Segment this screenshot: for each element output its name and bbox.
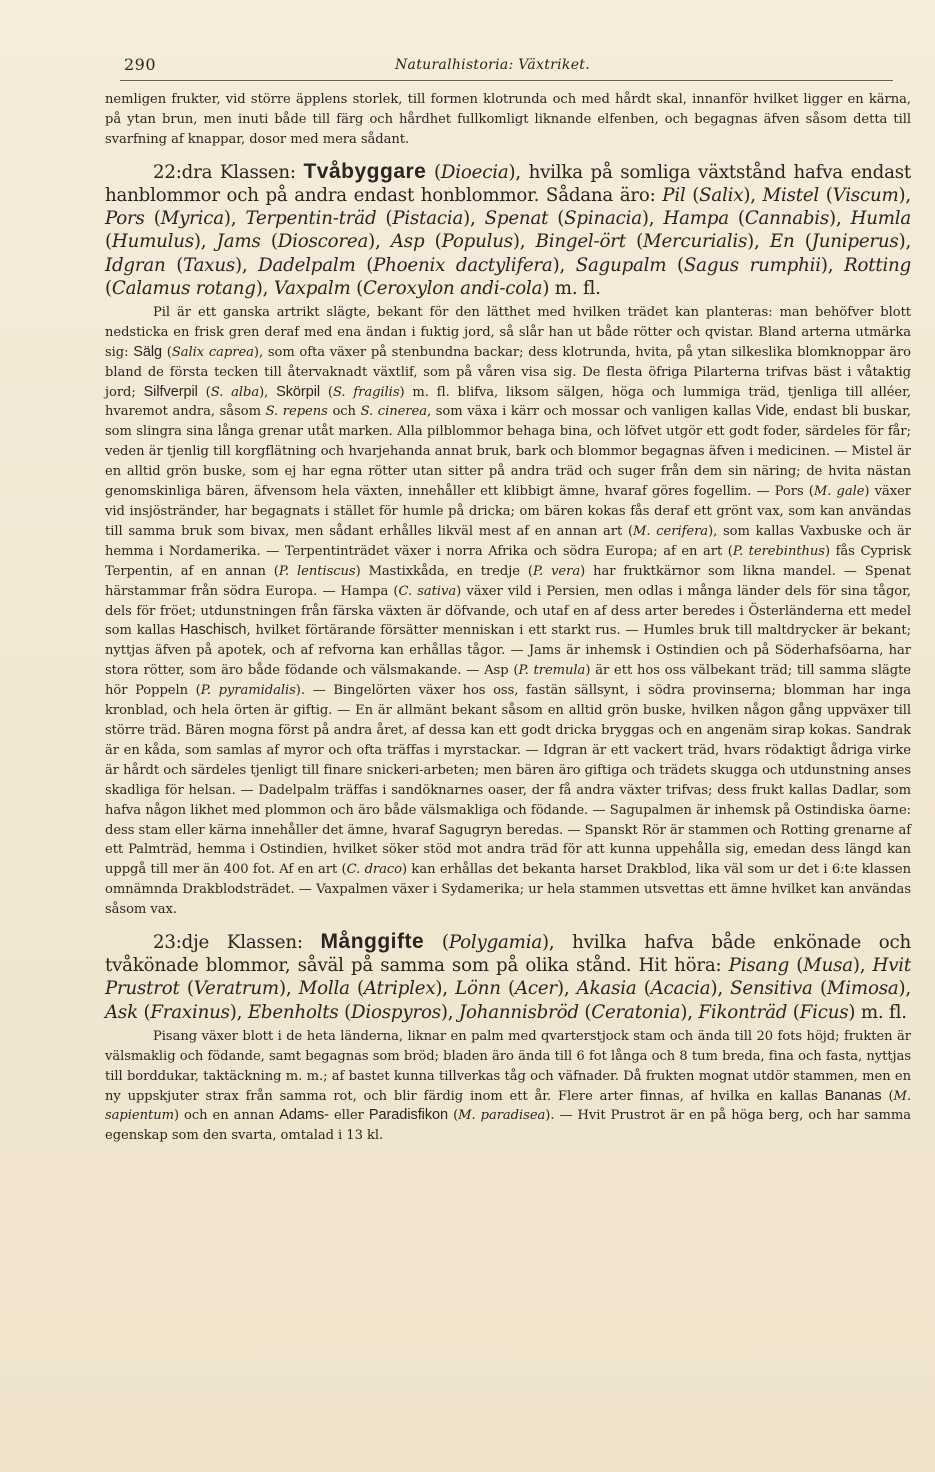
text-run: Pil är ett ganska artrikt slägte, bekant för den lätthet med hvilken trädet kan planteras: man behöfver blott nedsticka en frisk gren deraf med ena ändan i fuktig jord, så slår han ut både rötter och qvistar. Bland arterna utmärka sig:: [105, 304, 911, 360]
latin-name: Veratrum: [193, 978, 279, 1000]
text-run: (: [105, 231, 112, 253]
text-run: ). — Bingelörten växer hos oss, fastän sällsynt, i södra provinserna; blomman har inga kronblad, och hela örten är giftig. — En är allmänt bekant såsom en alltid grön buske, hvilken någon gång uppväxer till större träd. Bären mogna först på andra året, af dessa kan ett godt dricka bryggas och en angenäm sirap kokas. Sandrak är en kåda, som samlas af myror och ofta träffas i myrstackar. — Idgran är ett vackert träd, hvars rödaktigt ådriga virke är hårdt och särdeles tjenligt till finare snickeri-arbeten; men bären äro giftiga och trädets skugga och utdunstning anses skadliga för helsan. — Dadelpalm träffas i sandöknarnes oaser, der få andra växter trifvas; dess frukt kallas Dadlar, som hafva någon likhet med plommon och äro både välsmakliga och födande. — Sagupalmen är inhemsk på Ostindiska öarne: dess stam eller kärna innehåller det ämne, hvaraf Sagugryn beredas. — Spanskt Rör är stammen och Rotting grenarne af ett Palmträd, hemma i Ostindien, hvilket söker stöd mot andra träd för att kunna uppehålla sig, emedan dess längd kan uppgå till mer än 400 fot. Af en art (: [105, 683, 911, 878]
latin-name: S. repens: [265, 404, 328, 420]
latin-name: M. paradisea: [458, 1108, 546, 1124]
latin-name: C. draco: [346, 862, 402, 878]
text-run: (: [728, 208, 745, 230]
latin-name: Idgran: [105, 254, 166, 276]
class-22-description: [105, 303, 911, 920]
plant-name-highlight: Vide: [755, 403, 785, 420]
text-run: ) fås Cyprisk Terpentin, af en annan (: [105, 543, 911, 579]
text-run: ),: [829, 208, 851, 230]
latin-name: Jams: [216, 231, 261, 253]
plant-name-highlight: Bananas: [824, 1087, 882, 1104]
class-23-description: [105, 1027, 911, 1146]
text-run: (: [426, 161, 441, 183]
latin-name: Asp: [390, 231, 425, 253]
page-header: [120, 54, 893, 81]
latin-name: Akasia: [576, 978, 637, 1000]
text-run: ) m. fl.: [848, 1001, 907, 1023]
latin-name: En: [769, 231, 795, 253]
paragraph-continuation: nemligen frukter, vid större äpplens storlek, till formen klotrunda och med hårdt skal, innanför hvilket ligger en kärna, på ytan brun, men inuti både till färg och hårdhet fullkomligt liknande elfenben, och begagnas äfven såsom detta till svarfning af knappar, dosor med mera sådant.: [105, 92, 911, 147]
text-run: ),: [743, 184, 763, 206]
latin-name: M. sapientum: [105, 1088, 912, 1124]
latin-name: Acer: [514, 978, 557, 1000]
running-title: Naturalhistoria: Växtriket.: [395, 57, 590, 73]
latin-name: Myrica: [160, 208, 224, 230]
latin-name: Polygamia: [448, 932, 542, 954]
latin-name: Cannabis: [744, 208, 830, 230]
latin-name: Humulus: [111, 231, 194, 253]
text-run: (: [424, 231, 442, 253]
latin-name: Spinacia: [564, 208, 642, 230]
latin-name: Dadelpalm: [258, 254, 356, 276]
text-run: (: [500, 978, 515, 1000]
latin-name: S. cinerea: [360, 404, 427, 420]
latin-name: Pistacia: [392, 208, 464, 230]
latin-name: Vaxpalm: [273, 277, 351, 299]
plant-name-highlight: Silfverpil: [143, 383, 198, 400]
latin-name: M. cerifera: [633, 523, 709, 539]
page-number: 290: [124, 55, 157, 74]
text-run: ), som kallas Vaxbuske och är hemma i Nordamerika. — Terpentinträdet växer i norra Afrika och södra Europa; af en art (: [105, 523, 912, 559]
latin-name: Spenat: [484, 208, 549, 230]
text-run: ) m. fl. blifva, liksom sälgen, höga och lummiga träd, tjenliga till alléer, hvaremot andra, såsom: [105, 384, 912, 420]
text-run: (: [165, 254, 184, 276]
latin-name: P. terebinthus: [732, 543, 825, 559]
latin-name: Acacia: [650, 978, 711, 1000]
text-run: ),: [512, 231, 536, 253]
latin-name: Salix: [699, 184, 744, 206]
text-run: ), hvilka hafva både enkönade och tvåkönade blommor, såväl på samma som på olika stånd. Hit höra:: [105, 932, 911, 977]
plant-name-highlight: Haschisch: [180, 622, 247, 639]
text-run: ),: [193, 231, 217, 253]
latin-name: Calamus rotang: [111, 277, 256, 299]
latin-name: Johannisbröd: [458, 1001, 579, 1023]
text-run: (: [137, 1001, 151, 1023]
text-run: eller: [328, 1108, 369, 1124]
text-run: (: [260, 231, 278, 253]
latin-name: Populus: [441, 231, 513, 253]
text-run: ),: [255, 277, 274, 299]
text-run: (: [320, 384, 333, 400]
class-23-intro: [105, 930, 911, 1024]
text-run: ),: [898, 231, 912, 253]
plant-name-highlight: Paradisfikon: [368, 1107, 449, 1124]
latin-name: Lönn: [455, 978, 501, 1000]
text-run: (: [636, 978, 651, 1000]
plant-name-highlight: Adams-: [279, 1107, 329, 1124]
latin-name: Ebenholts: [247, 1001, 339, 1023]
latin-name: Ask: [105, 1001, 138, 1023]
latin-name: Bingel-ört: [535, 231, 626, 253]
class-22-name: Tvåbyggare: [303, 159, 427, 183]
latin-name: Dioscorea: [277, 231, 369, 253]
latin-name: Phoenix dactylifera: [373, 254, 553, 276]
plant-name-highlight: Skörpil: [276, 383, 321, 400]
text-run: ),: [820, 254, 844, 276]
text-run: ) är ett hos oss välbekant träd; till samma slägte hör Poppeln (: [105, 663, 911, 699]
latin-name: Diospyros: [351, 1001, 441, 1023]
text-run: (: [350, 277, 364, 299]
text-run: , endast bli buskar, som slingra sina långa grenar utåt marken. Alla pilblommor behaga bina, och löfvet utgör ett godt foder, särdeles för får; veden är tjenlig till korgflätning och hvarjehanda annat bruk, bark och blommor begagnas äfven i medicinen. — Mistel är en alltid grön buske, som ej har egna rötter utan sitter på andra träd och suger från dem sin näring; de hvita nästan genomskinliga bären, äfvensom hela växten, innehåller ett klibbigt ämne, hvaraf göres fogellim. — Pors (: [105, 404, 912, 500]
text-run: Pisang växer blott i de heta länderna, liknar en palm med qvarterstjock stam och ända till 20 fots höjd; frukten är välsmaklig och födande, samt begagnas som bröd; bladen äro ända till 6 fot långa och 8 tum breda, fina och fasta, nyttjas till borddukar, taktäckning m. m.; af bastet kunna tillverkas tåg och väfnader. Då frukten mognat utdör stammen, men en ny uppskjuter strax från samma rot, och blir färdig inom ett år. Flere arter finnas, af hvilka en kallas: [105, 1028, 911, 1104]
latin-name: Mimosa: [826, 978, 899, 1000]
text-run: ),: [223, 208, 246, 230]
text-run: ),: [898, 978, 911, 1000]
text-run: ),: [229, 1001, 248, 1023]
text-run: ),: [552, 254, 576, 276]
latin-name: Viscum: [832, 184, 899, 206]
text-run: och: [327, 404, 361, 420]
latin-name: Pil: [662, 184, 686, 206]
text-run: (: [197, 384, 211, 400]
text-run: (: [666, 254, 684, 276]
latin-name: Hvit Prustrot: [105, 955, 911, 1000]
text-run: ) växer vid insjöstränder, har begagnats i stället för humle på dricka; om bären kokas fås deraf ett grönt vax, som kan användas till samma bruk som bivax, men sådant erhålles likväl mest af en annan art (: [105, 484, 911, 539]
latin-name: Salix caprea: [171, 344, 254, 360]
latin-name: Dioecia: [440, 161, 509, 183]
latin-name: Mercurialis: [643, 231, 748, 253]
latin-name: Pors: [105, 208, 145, 230]
page-body: [105, 90, 911, 1456]
text-run: (: [578, 1001, 592, 1023]
latin-name: P. pyramidalis: [200, 683, 296, 699]
latin-name: Rotting: [843, 254, 912, 276]
text-run: ) har fruktkärnor som likna mandel. — Spenat härstammar från södra Europa. — Hampa (: [105, 563, 911, 599]
latin-name: M. gale: [813, 484, 865, 500]
text-run: ),: [234, 254, 259, 276]
text-run: (: [144, 208, 161, 230]
class-22-label: 22:dra Klassen:: [153, 161, 304, 183]
text-run: (: [349, 978, 364, 1000]
text-run: ),: [556, 978, 577, 1000]
latin-name: Hampa: [663, 208, 729, 230]
text-run: ),: [641, 208, 664, 230]
text-run: ),: [747, 231, 770, 253]
text-run: ), som ofta växer på stenbundna backar; dess klotrunda, hvita, på ytan silkeslika blomknoppar äro bland de första tecken till återvaknadt växtlif, som på våren visa sig. De flesta öfriga Pilarterna trifvas bäst i våtaktig jord;: [105, 344, 911, 400]
text-run: ),: [435, 978, 456, 1000]
text-run: , som växa i kärr och mossar och vanligen kallas: [426, 404, 756, 420]
text-run: (: [162, 344, 172, 360]
latin-name: P. lentiscus: [278, 563, 356, 579]
latin-name: P. vera: [532, 563, 581, 579]
text-run: ) m. fl.: [542, 277, 601, 299]
text-run: (: [548, 208, 565, 230]
latin-name: Sensitiva: [730, 978, 813, 1000]
text-run: (: [448, 1108, 459, 1124]
latin-name: S. alba: [210, 384, 260, 400]
latin-name: Pisang: [728, 955, 790, 977]
text-run: ),: [278, 978, 299, 1000]
class-23-label: 23:dje Klassen:: [153, 932, 321, 954]
text-run: (: [789, 955, 804, 977]
plant-name-highlight: Sälg: [133, 343, 163, 360]
latin-name: C. sativa: [398, 583, 457, 599]
latin-name: P. tremula: [518, 663, 586, 679]
latin-name: Atriplex: [363, 978, 436, 1000]
latin-name: Mistel: [762, 184, 819, 206]
text-run: (: [881, 1088, 894, 1104]
text-run: (: [819, 184, 833, 206]
text-run: (: [105, 277, 112, 299]
text-run: ). — Hvit Prustrot är en på höga berg, och har samma egenskap som den svarta, omtalad i 13 kl.: [105, 1108, 912, 1144]
text-run: (: [625, 231, 644, 253]
latin-name: Molla: [298, 978, 350, 1000]
latin-name: Juniperus: [811, 231, 899, 253]
latin-name: Sagus rumphii: [683, 254, 821, 276]
text-run: (: [794, 231, 812, 253]
latin-name: Ceroxylon andi-cola: [363, 277, 543, 299]
text-run: (: [376, 208, 393, 230]
text-run: ),: [368, 231, 391, 253]
text-run: ),: [259, 384, 277, 400]
latin-name: Fikonträd: [698, 1001, 788, 1023]
class-22-intro: [105, 160, 911, 300]
text-run: ),: [898, 184, 911, 206]
text-run: ),: [463, 208, 485, 230]
text-run: ),: [710, 978, 731, 1000]
text-run: ),: [852, 955, 873, 977]
text-run: ), hvilka på somliga växtstånd hafva endast hanblommor och på andra endast honblommor. Sådana äro:: [105, 161, 911, 206]
latin-name: S. fragilis: [332, 384, 400, 400]
text-run: , hvilket förtärande försätter menniskan i ett starkt rus. — Humles bruk till maltdrycker är bekant; nyttjas äfven på apotek, och af refvorna kan erhållas tågor. — Jams är inhemsk i Ostindien och på Söderhafsöarna, har stora rötter, som äro både födande och välsmakande. — Asp (: [105, 623, 911, 679]
latin-name: Ficus: [799, 1001, 849, 1023]
text-run: (: [787, 1001, 800, 1023]
text-run: ),: [680, 1001, 699, 1023]
latin-name: Humla: [850, 208, 912, 230]
text-run: ) kan erhållas det bekanta harset Drakblod, lika väl som ur det i 6:te klassen omnämnda Drakblodsträdet. — Vaxpalmen växer i Sydamerika; ur hela stammen utsvettas ett ämne hvilket kan användas såsom vax.: [105, 862, 911, 918]
text-run: (: [338, 1001, 352, 1023]
latin-name: Taxus: [183, 254, 235, 276]
class-23-name: Månggifte: [320, 930, 425, 954]
latin-name: Ceratonia: [591, 1001, 681, 1023]
text-run: (: [685, 184, 700, 206]
latin-name: Sagupalm: [575, 254, 667, 276]
text-run: (: [812, 978, 827, 1000]
text-run: ) Mastixkåda, en tredje (: [355, 563, 533, 579]
text-run: ) växer vild i Persien, men odlas i många länder dels för sina tågor, dels för fröet; utdunstningen från färska växten är döfvande, och utaf en af dess arter beredes i Österländerna ett medel som kallas: [105, 583, 911, 639]
text-run: ) och en annan: [173, 1108, 280, 1124]
text-run: (: [179, 978, 194, 1000]
text-run: (: [355, 254, 374, 276]
latin-name: Fraxinus: [150, 1001, 230, 1023]
text-run: ),: [440, 1001, 459, 1023]
text-run: (: [424, 932, 449, 954]
latin-name: Terpentin-träd: [245, 208, 377, 230]
latin-name: Musa: [803, 955, 853, 977]
